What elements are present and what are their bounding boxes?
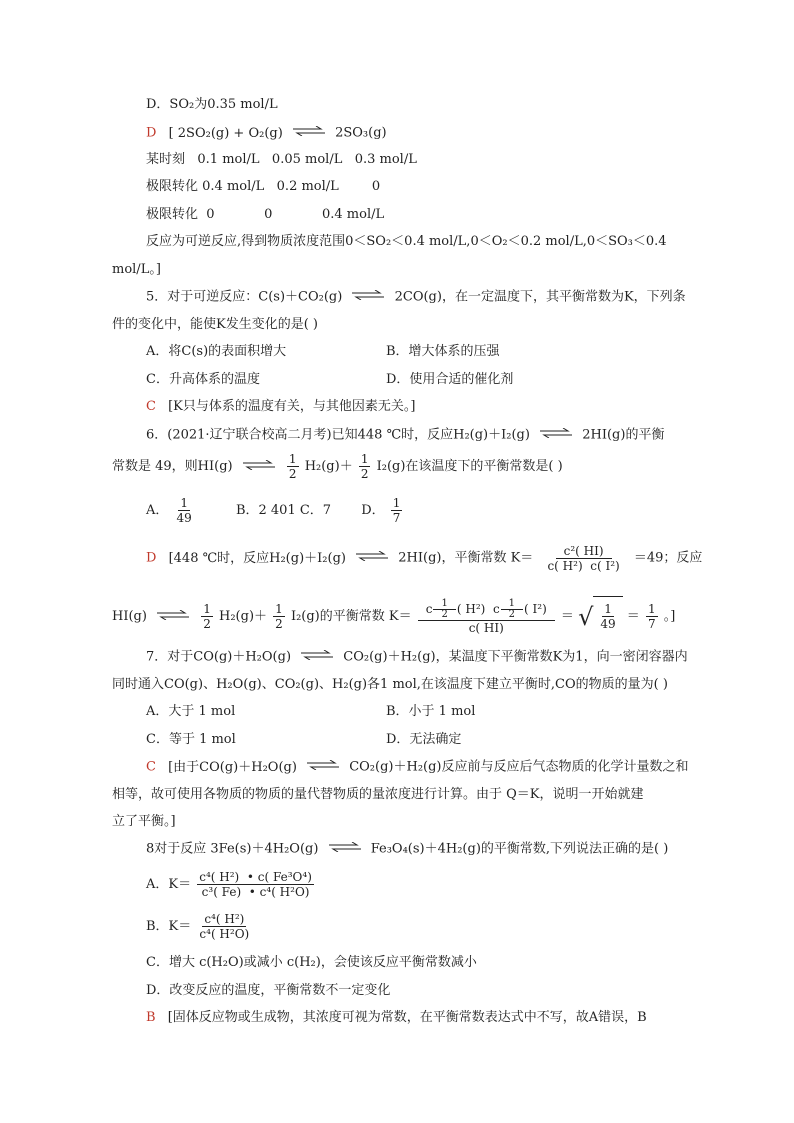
answer-q8-line [146,1009,647,1027]
option-b [146,910,253,944]
answer-q4-line [146,124,387,143]
denominator: 2 [288,467,297,481]
numerator: c²( HI) [556,544,612,559]
text: B．增大体系的压强 [386,344,500,359]
text: D．使用合适的催化剂 [386,372,514,387]
text: [ 2SO₂(g) + O₂(g) [168,125,283,141]
text: CO₂(g)＋H₂(g)，某温度下平衡常数K为1，向一密闭容器内 [343,649,688,665]
text: C．升高体系的温度 [146,372,260,387]
answer-letter: D [146,125,157,141]
option-a-fraction [197,870,314,899]
fraction [598,602,617,631]
option-d-fraction [391,496,403,525]
radicand [593,596,622,637]
answer-q7-line [112,813,176,831]
option-c [146,731,236,749]
fraction [273,602,285,631]
text: I₂(g)的平衡常数 K＝ [290,609,412,624]
numerator: 1 [501,599,523,610]
question-6-options [146,496,404,526]
text: 常数是 49，则HI(g) [112,459,233,474]
table-row [146,151,417,169]
text: 极限转化 0 0 0.4 mol/L [146,207,385,222]
equilibrium-arrow-icon [299,648,335,666]
option-d-line [146,96,278,114]
equilibrium-arrow-icon [155,597,191,637]
equilibrium-arrow-icon [305,758,341,776]
option-c [146,954,477,972]
equilibrium-arrow-icon [350,288,386,306]
option-a [146,343,286,361]
text: 6．(2021·辽宁联合校高二月考)已知448 ℃时，反应H₂(g)＋I₂(g) [146,427,530,443]
answer-letter: D [146,550,157,566]
equilibrium-arrow-icon [354,542,390,574]
text: 反应为可逆反应,得到物质浓度范围0＜SO₂＜0.4 mol/L,0＜O₂＜0.2 mol/L,0＜SO₃＜0.4 [146,234,667,249]
denominator: 2 [275,617,283,631]
option-a-fraction [175,496,194,525]
text: H₂(g)＋ [219,609,268,624]
text: CO₂(g)＋H₂(g)反应前与反应后气态物质的化学计量数之和 [349,759,689,775]
numerator: c⁴( H²) [204,912,245,926]
numerator: 1 [180,496,188,510]
denominator: c³( Fe) • c⁴( H²O) [201,885,310,899]
radical-icon: √ [578,602,594,631]
text: [448 ℃时，反应H₂(g)＋I₂(g) [168,550,346,566]
text: 5．对于可逆反应：C(s)＋CO₂(g) [146,289,343,305]
denominator: 2 [441,608,448,620]
text: 8对于反应 3Fe(s)＋4H₂O(g) [146,841,319,857]
option-a [146,868,316,902]
text: 2HI(g)的平衡 [582,427,665,443]
text: A． [146,503,169,518]
answer-q7-line [146,758,689,777]
denominator: 7 [647,617,656,631]
numerator: 1 [275,602,283,616]
answer-letter: C [146,399,156,414]
question-7-stem [112,676,668,694]
text: D． [361,503,385,518]
half-exponent [501,599,523,620]
question-6-stem [146,426,664,445]
numerator [418,599,555,621]
option-a [146,703,235,721]
denominator: 7 [392,511,401,525]
equilibrium-constant-fraction [418,599,555,635]
numerator: 1 [647,602,656,616]
text: A．K＝ [146,877,192,892]
numerator: 1 [288,452,297,466]
option-b-fraction [197,912,251,941]
fraction [646,602,658,631]
denominator: c( H²) c( I²) [547,558,620,573]
numerator: 1 [203,602,211,616]
table-row [146,206,384,224]
text: D．SO₂为0.35 mol/L [146,97,278,112]
text: 件的变化中，能使K发生变化的是( ) [112,317,318,332]
text: [K只与体系的温度有关，与其他因素无关。] [168,399,416,414]
numerator: 1 [360,452,369,466]
equilibrium-arrow-icon [241,453,277,481]
denominator: 2 [203,617,211,631]
text: 相等，故可使用各物质的物质的量代替物质的量浓度进行计算。由于 Q＝K，说明一开始就建 [112,787,644,802]
denominator: 49 [600,617,616,631]
numerator: 1 [604,602,612,616]
numerator: c⁴( H²) • c( Fe³O⁴) [199,870,312,884]
equilibrium-constant-fraction [539,544,627,573]
text: 某时刻 0.1 mol/L 0.05 mol/L 0.3 mol/L [146,152,417,167]
question-5-stem [112,316,318,334]
answer-q5-line [146,398,415,416]
text: A．大于 1 mol [146,704,236,719]
answer-q6-line [146,542,702,575]
text: mol/L。] [112,262,161,277]
question-7-stem [146,648,688,667]
text: Fe₃O₄(s)＋4H₂(g)的平衡常数,下列说法正确的是( ) [370,841,669,857]
option-d [146,982,390,1000]
text: [由于CO(g)＋H₂O(g) [168,759,297,775]
answer-letter: C [146,759,156,775]
option-d [386,731,461,749]
text: 同时通入CO(g)、H₂O(g)、CO₂(g)、H₂(g)各1 mol,在该温度下建立平衡时,CO的物质的量为( ) [112,677,668,692]
question-6-stem [112,452,563,481]
question-8-stem [146,840,668,859]
text: H₂(g)＋ [304,459,353,474]
denominator: 2 [360,467,369,481]
text: C．等于 1 mol [146,732,236,747]
text: D．改变反应的温度，平衡常数不一定变化 [146,983,391,998]
equilibrium-arrow-icon [291,124,327,142]
square-root [578,596,623,637]
text: I₂(g)在该温度下的平衡常数是( ) [376,459,563,474]
text: ＝ [560,609,574,624]
fraction [201,602,213,631]
equilibrium-arrow-icon [327,840,363,858]
text: B．K＝ [146,919,192,934]
answer-q7-line [112,786,644,804]
answer-q6-line [112,596,675,637]
text: B．小于 1 mol [386,704,476,719]
text: ( I²) [524,601,547,616]
denominator: c⁴( H²O) [199,927,250,941]
numerator: 1 [392,496,401,510]
text: [固体反应物或生成物，其浓度可视为常数，在平衡常数表达式中不写，故A错误，B [167,1010,647,1025]
denominator: 49 [176,511,192,525]
option-b [386,343,500,361]
fraction [359,452,371,481]
text: HI(g) [112,609,147,624]
fraction [287,452,299,481]
option-c [146,371,260,389]
text: 极限转化 0.4 mol/L 0.2 mol/L 0 [146,179,381,194]
denominator: c( HI) [468,620,504,635]
text: c [425,601,433,616]
text: 。] [663,609,676,624]
text: 7．对于CO(g)＋H₂O(g) [146,649,292,665]
explanation-line [112,261,161,279]
text: 2HI(g)，平衡常数 K＝ [398,550,534,566]
option-b [386,703,475,721]
text: ( H²) c [456,601,500,616]
text: ＝ [626,609,640,624]
text: 立了平衡。] [112,814,176,829]
text: D．无法确定 [386,732,462,747]
text: B．2 401 C．7 [235,503,332,518]
text: A．将C(s)的表面积增大 [146,344,287,359]
half-exponent [433,599,455,620]
table-row [146,178,380,196]
denominator: 2 [508,608,516,620]
text: C．增大 c(H₂O)或减小 c(H₂)，会使该反应平衡常数减小 [146,955,477,970]
text: 2CO(g)，在一定温度下，其平衡常数为K，下列条 [394,289,686,305]
equilibrium-arrow-icon [538,426,574,444]
text: ＝49；反应 [633,550,703,566]
option-d [386,371,513,389]
text: 2SO₃(g) [335,125,387,141]
question-5-stem [146,288,686,307]
answer-letter: B [146,1010,156,1025]
explanation-line [146,233,667,251]
numerator: 1 [433,599,455,610]
